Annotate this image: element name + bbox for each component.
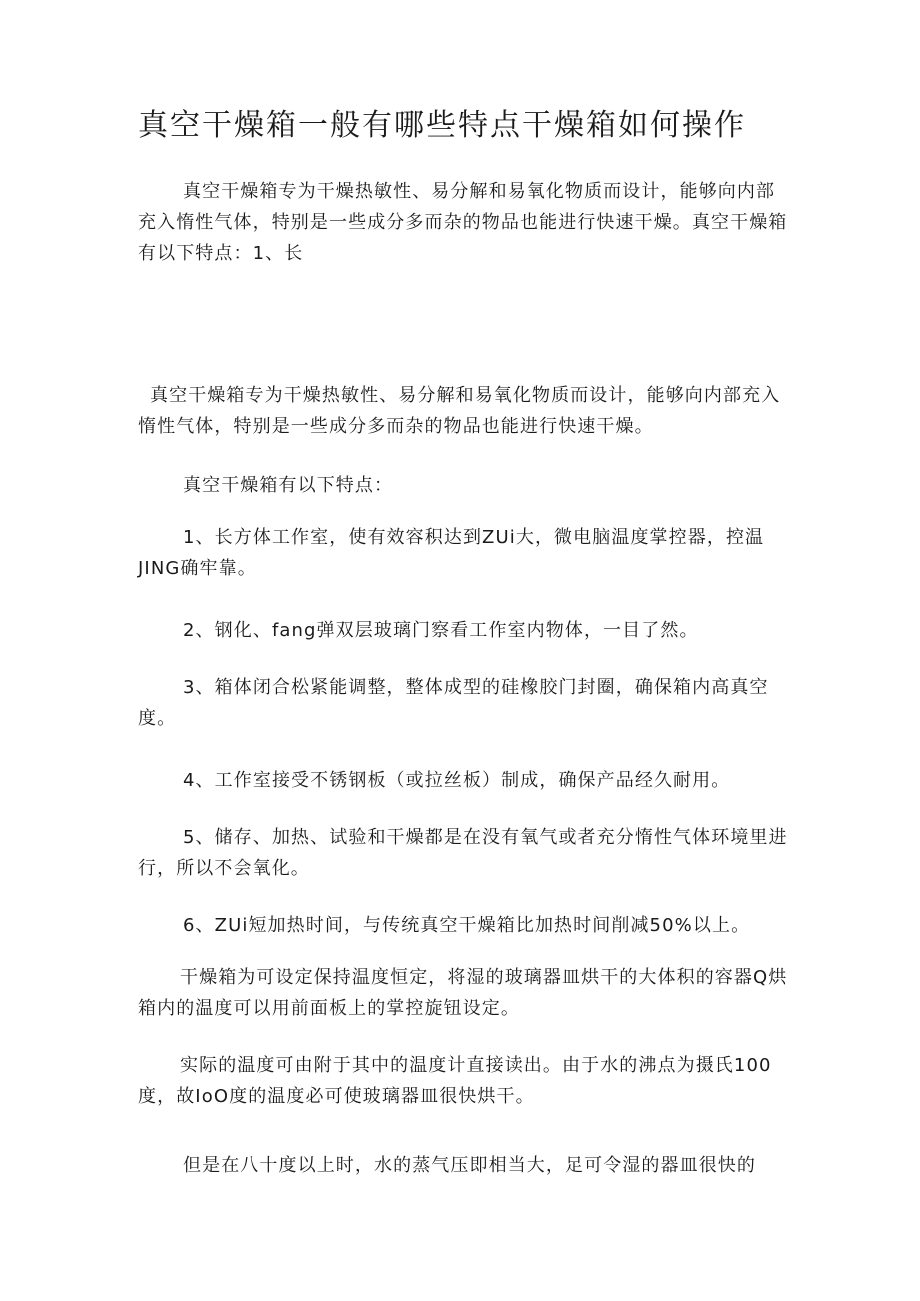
feature-item-1: 1、长方体工作室，使有效容积达到ZUi大，微电脑温度掌控器，控温JING确牢靠。 xyxy=(138,527,765,579)
feature-item-4: 4、工作室接受不锈钢板（或拉丝板）制成，确保产品经久耐用。 xyxy=(183,770,731,791)
document-title: 真空干燥箱一般有哪些特点干燥箱如何操作 xyxy=(138,108,746,143)
feature-item-3: 3、箱体闭合松紧能调整，整体成型的硅橡胶门封圈，确保箱内高真空度。 xyxy=(138,677,769,729)
feature-item-6: 6、ZUi短加热时间，与传统真空干燥箱比加热时间削减50%以上。 xyxy=(183,915,751,936)
feature-item-2: 2、钢化、fang弹双层玻璃门察看工作室内物体，一目了然。 xyxy=(183,620,699,641)
abstract-paragraph: 真空干燥箱专为干燥热敏性、易分解和易氧化物质而设计，能够向内部充入惰性气体，特别是一些成分多而杂的物品也能进行快速干燥。真空干燥箱有以下特点：1、长 xyxy=(138,181,788,264)
dryer-paragraph-1: 干燥箱为可设定保持温度恒定，将湿的玻璃器皿烘干的大体积的容器Q烘箱内的温度可以用前面板上的掌控旋钮设定。 xyxy=(138,967,788,1019)
feature-item-5: 5、储存、加热、试验和干燥都是在没有氧气或者充分惰性气体环境里进行，所以不会氧化。 xyxy=(138,827,788,879)
dryer-paragraph-2: 实际的温度可由附于其中的温度计直接读出。由于水的沸点为摄氏100度，故IoO度的温度必可使玻璃器皿很快烘干。 xyxy=(138,1055,772,1107)
intro-paragraph: 真空干燥箱专为干燥热敏性、易分解和易氧化物质而设计，能够向内部充入惰性气体，特别是一些成分多而杂的物品也能进行快速干燥。 xyxy=(138,385,781,437)
dryer-paragraph-3: 但是在八十度以上时，水的蒸气压即相当大，足可令湿的器皿很快的 xyxy=(183,1155,756,1176)
feature-list-heading: 真空干燥箱有以下特点： xyxy=(183,475,394,496)
